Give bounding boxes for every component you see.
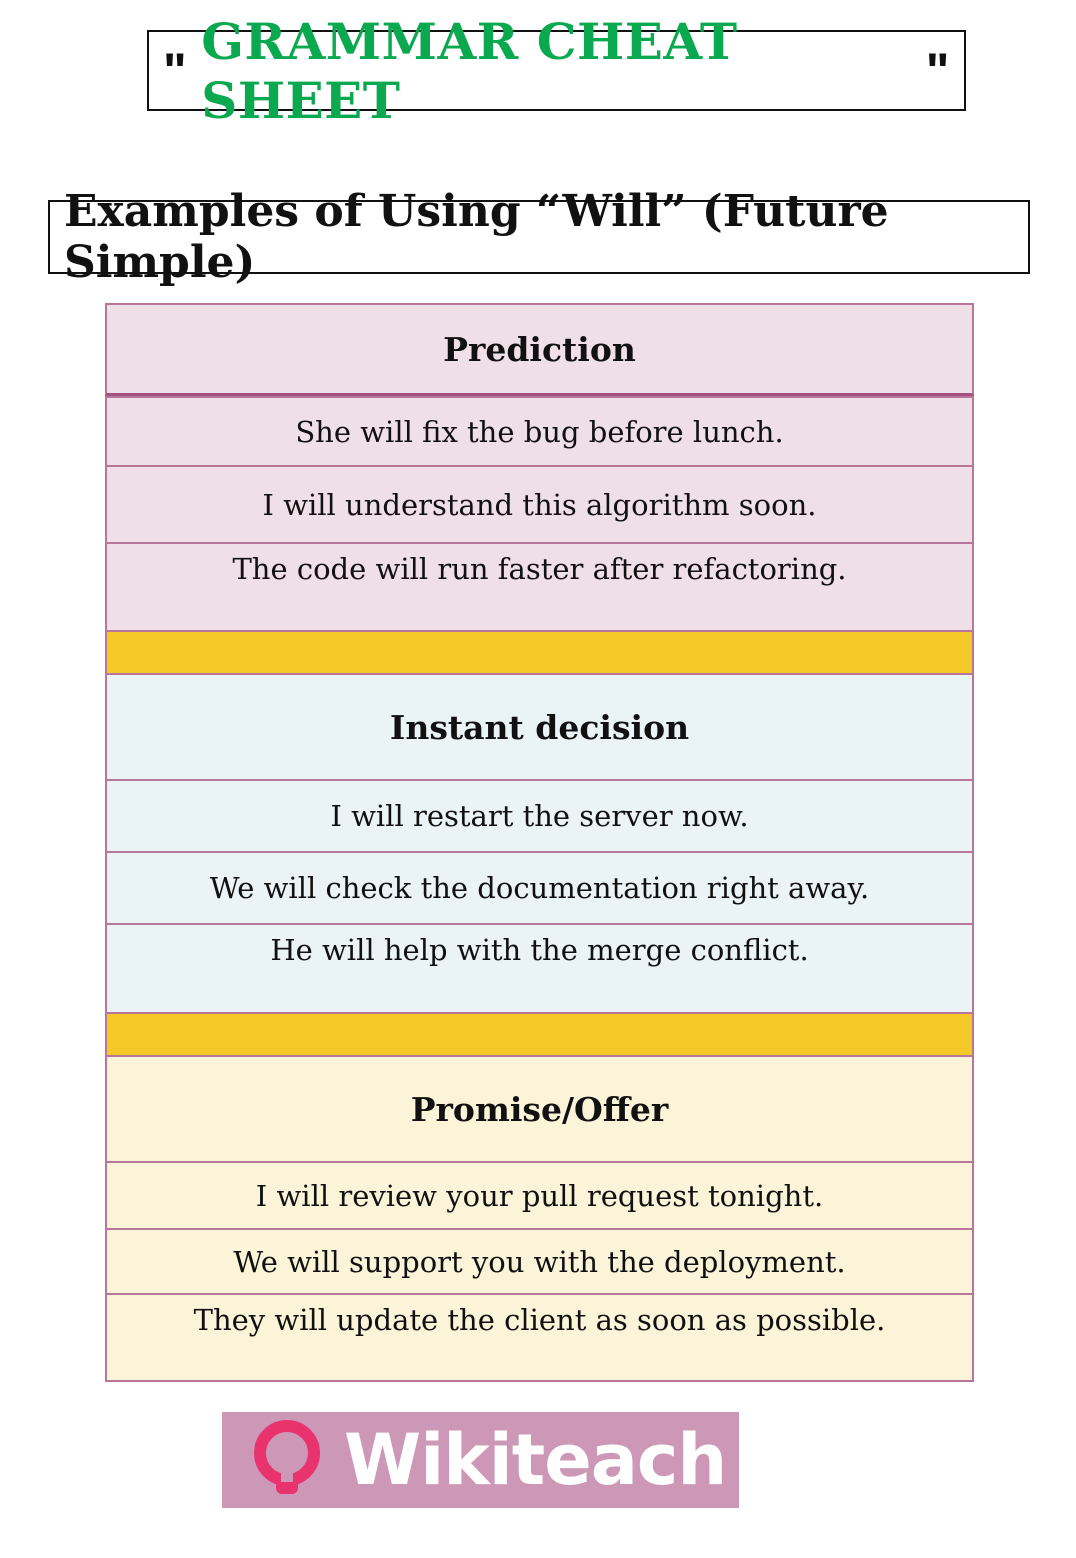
section-heading-promise-offer: Promise/Offer: [105, 1055, 974, 1163]
example-row: I will review your pull request tonight.: [105, 1161, 974, 1230]
wikiteach-logo: [222, 1412, 739, 1508]
cheat-sheet-title: [147, 11, 966, 130]
example-row: They will update the client as soon as possible.: [105, 1293, 974, 1382]
section-heading-instant-decision: Instant decision: [105, 673, 974, 781]
example-row: I will restart the server now.: [105, 779, 974, 853]
section-separator: [105, 630, 974, 675]
title-text: GRAMMAR CHEAT SHEET: [201, 11, 738, 130]
example-row: She will fix the bug before lunch.: [105, 396, 974, 467]
example-row: We will support you with the deployment.: [105, 1228, 974, 1295]
lightbulb-icon: [252, 1420, 322, 1500]
page-subtitle: Examples of Using “Will” (Future Simple): [48, 200, 1030, 274]
section-heading-prediction: Prediction: [105, 303, 974, 396]
examples-table: [105, 303, 974, 1382]
example-row: I will understand this algorithm soon.: [105, 465, 974, 544]
logo-text: Wikiteach: [344, 1419, 727, 1501]
example-row: He will help with the merge conflict.: [105, 923, 974, 1014]
example-row: We will check the documentation right away.: [105, 851, 974, 925]
section-separator: [105, 1012, 974, 1057]
example-row: The code will run faster after refactoring.: [105, 542, 974, 632]
title-quote-close: ": [925, 42, 950, 99]
title-quote-open: ": [163, 42, 188, 99]
